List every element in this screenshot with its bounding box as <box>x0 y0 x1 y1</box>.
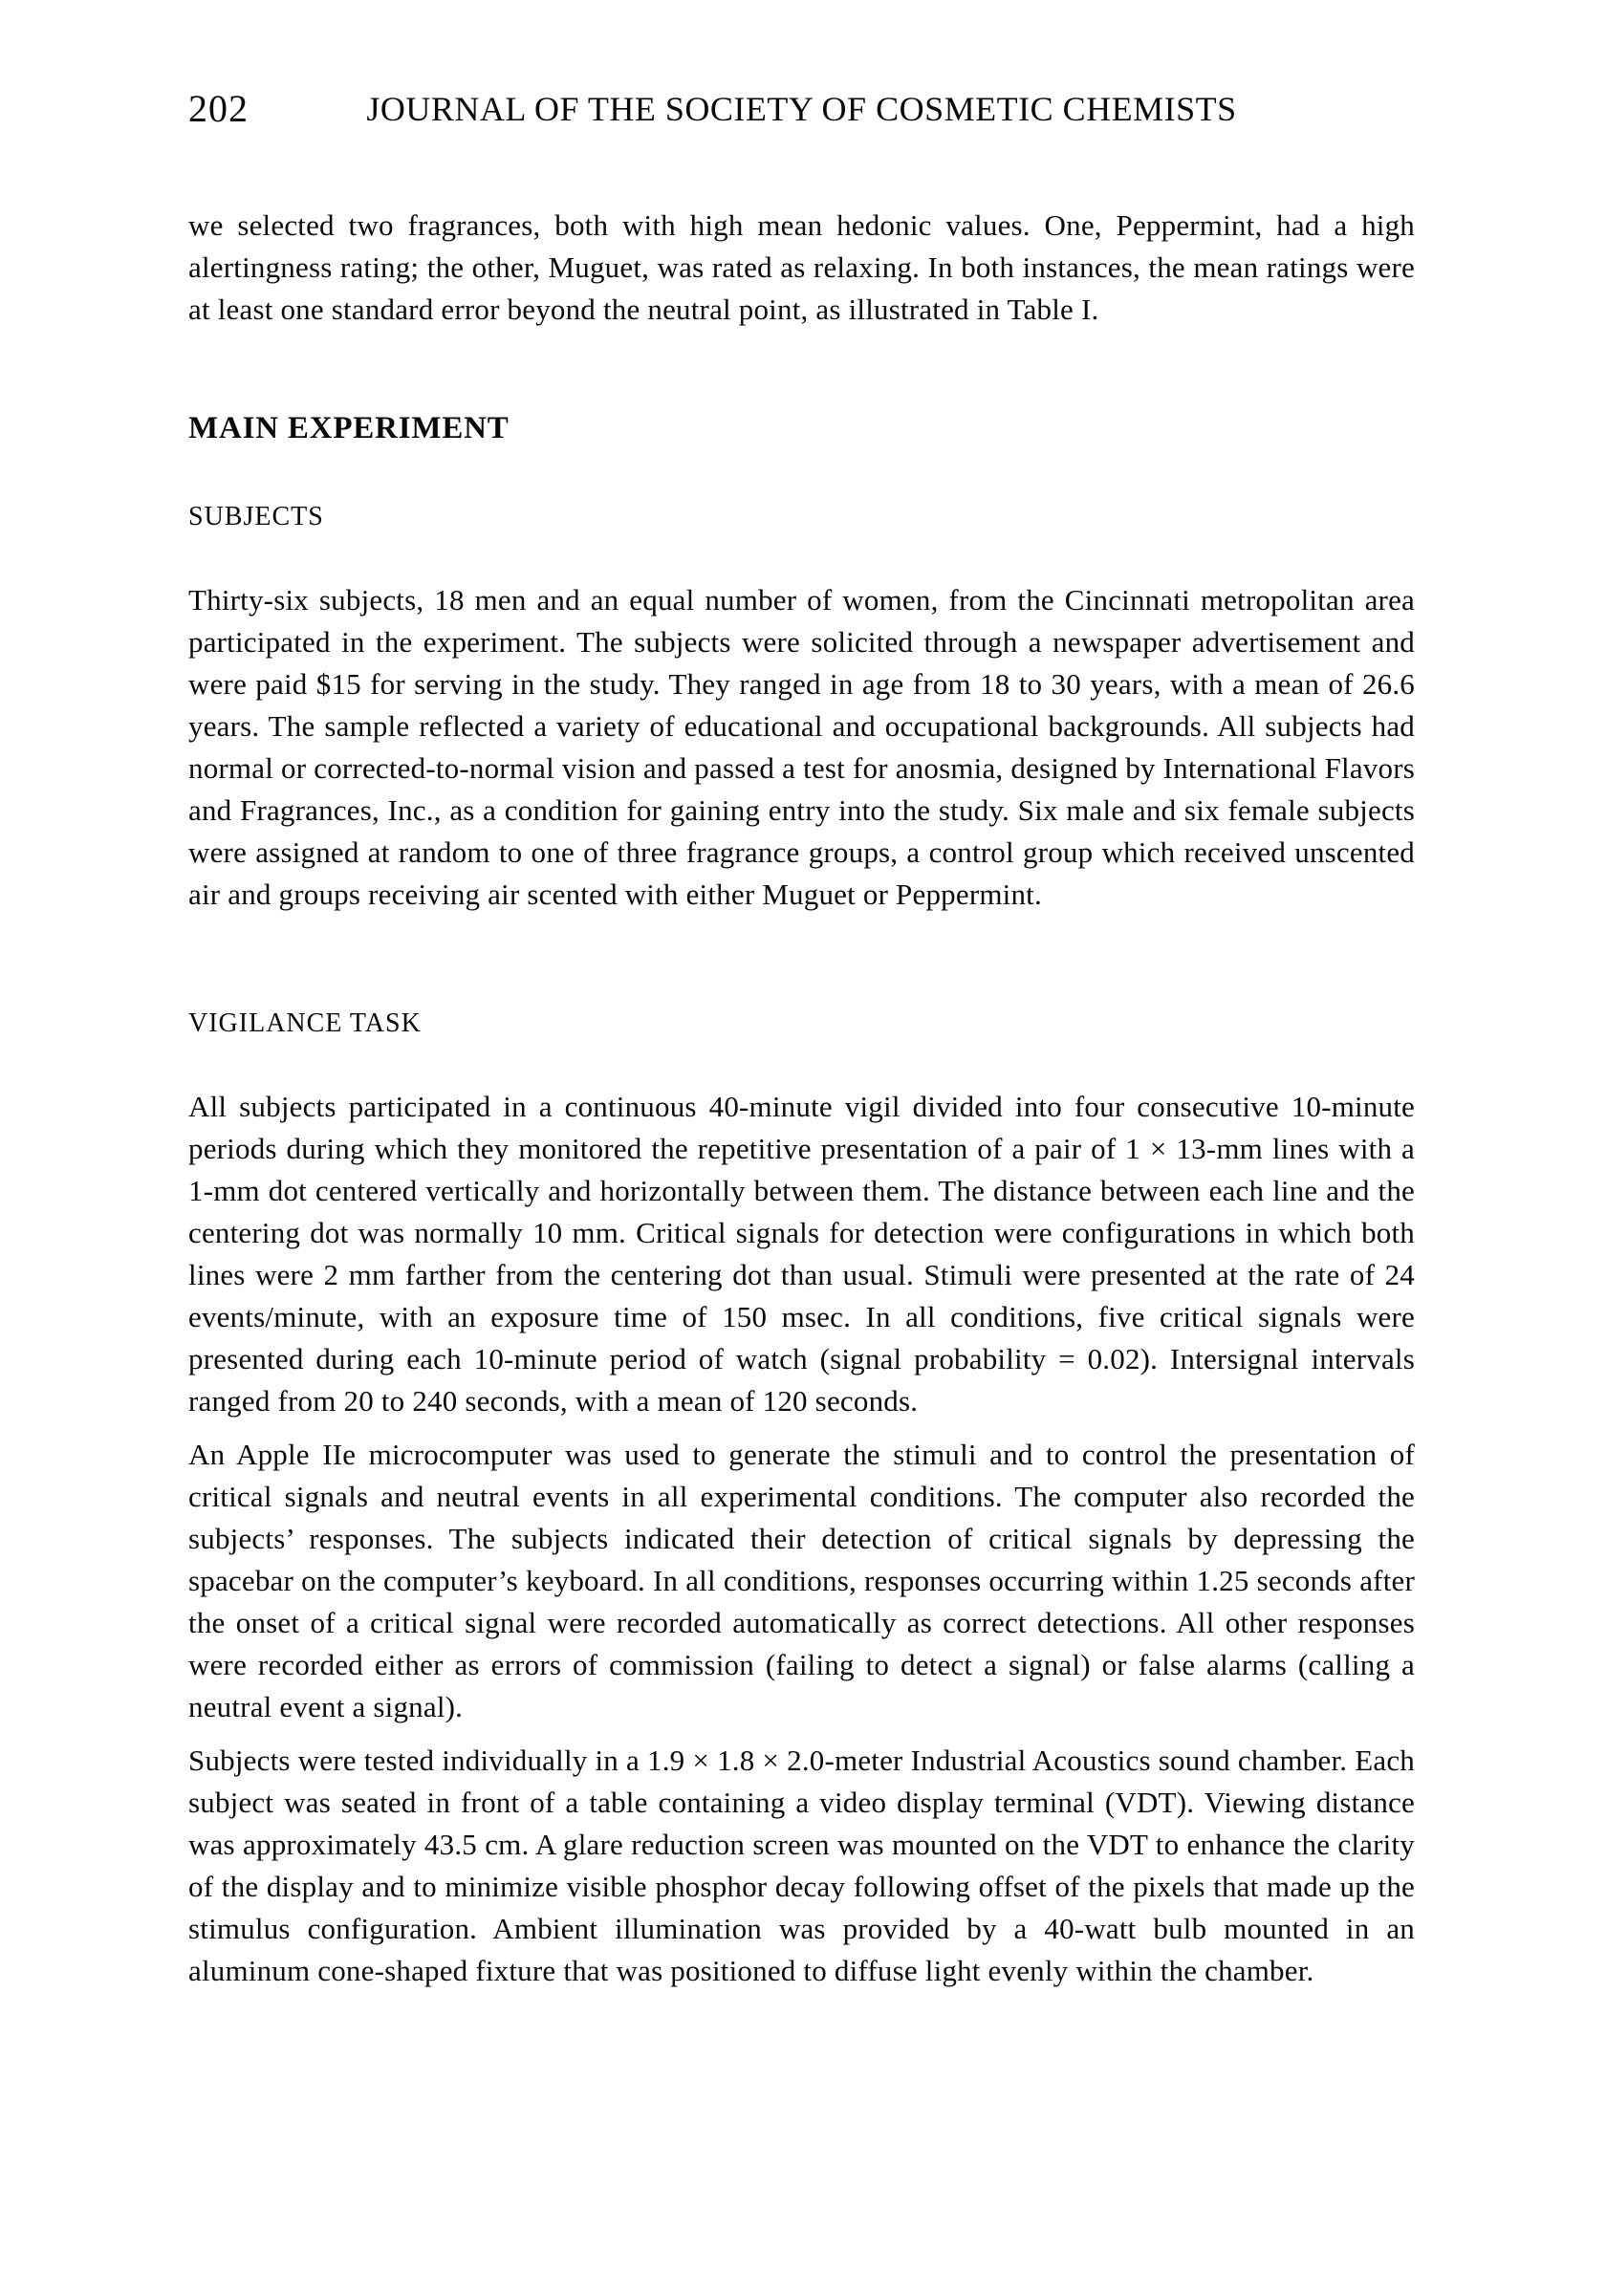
subsection-heading-vigilance-task: VIGILANCE TASK <box>188 1008 422 1038</box>
subsection-heading-subjects: SUBJECTS <box>188 502 324 531</box>
page-header <box>188 86 1415 132</box>
vigilance-task-paragraph-1: All subjects participated in a continuous 40-minute vigil divided into four consecutive 10-minute periods during which they monitored the repetitive presentation of a pair of 1 × 13-mm lines with a 1-mm dot centered vertically and horizontally between them. The distance between each line and the centering dot was normally 10 mm. Critical signals for detection were configurations in which both lines were 2 mm farther from the centering dot than usual. Stimuli were presented at the rate of 24 events/minute, with an exposure time of 150 msec. In all conditions, five critical signals were presented during each 10-minute period of watch (signal probability = 0.02). Intersignal intervals ranged from 20 to 240 seconds, with a mean of 120 seconds. <box>188 1090 1415 1418</box>
page-number: 202 <box>188 87 249 130</box>
subjects-paragraph: Thirty-six subjects, 18 men and an equal number of women, from the Cincinnati metropolitan area participated in the experiment. The subjects were solicited through a newspaper advertisement and were paid $15 for serving in the study. They ranged in age from 18 to 30 years, with a mean of 26.6 years. The sample reflected a variety of educational and occupational backgrounds. All subjects had normal or corrected-to-normal vision and passed a test for anosmia, designed by International Flavors and Fragrances, Inc., as a condition for gaining entry into the study. Six male and six female subjects were assigned at random to one of three fragrance groups, a control group which received unscented air and groups receiving air scented with either Muguet or Peppermint. <box>188 583 1415 911</box>
section-heading-main-experiment: MAIN EXPERIMENT <box>188 411 510 445</box>
vigilance-task-paragraph-2: An Apple IIe microcomputer was used to generate the stimuli and to control the presentation of critical signals and neutral events in all experimental conditions. The computer also recorded the subjects’ responses. The subjects indicated their detection of critical signals by depressing the spacebar on the computer’s keyboard. In all conditions, responses occurring within 1.25 seconds after the onset of a critical signal were recorded automatically as correct detections. All other responses were recorded either as errors of commission (failing to detect a signal) or false alarms (calling a neutral event a signal). <box>188 1438 1415 1723</box>
journal-title: JOURNAL OF THE SOCIETY OF COSMETIC CHEMISTS <box>366 90 1237 128</box>
intro-paragraph: we selected two fragrances, both with high mean hedonic values. One, Peppermint, had a high alertingness rating; the other, Muguet, was rated as relaxing. In both instances, the mean ratings were at least one standard error beyond the neutral point, as illustrated in Table I. <box>188 208 1415 326</box>
vigilance-task-paragraph-3: Subjects were tested individually in a 1.9 × 1.8 × 2.0-meter Industrial Acoustics sound chamber. Each subject was seated in front of a table containing a video display terminal (VDT). Viewing distance was approximately 43.5 cm. A glare reduction screen was mounted on the VDT to enhance the clarity of the display and to minimize visible phosphor decay following offset of the pixels that made up the stimulus configuration. Ambient illumination was provided by a 40-watt bulb mounted in an aluminum cone-shaped fixture that was positioned to diffuse light evenly within the chamber. <box>188 1744 1415 1987</box>
